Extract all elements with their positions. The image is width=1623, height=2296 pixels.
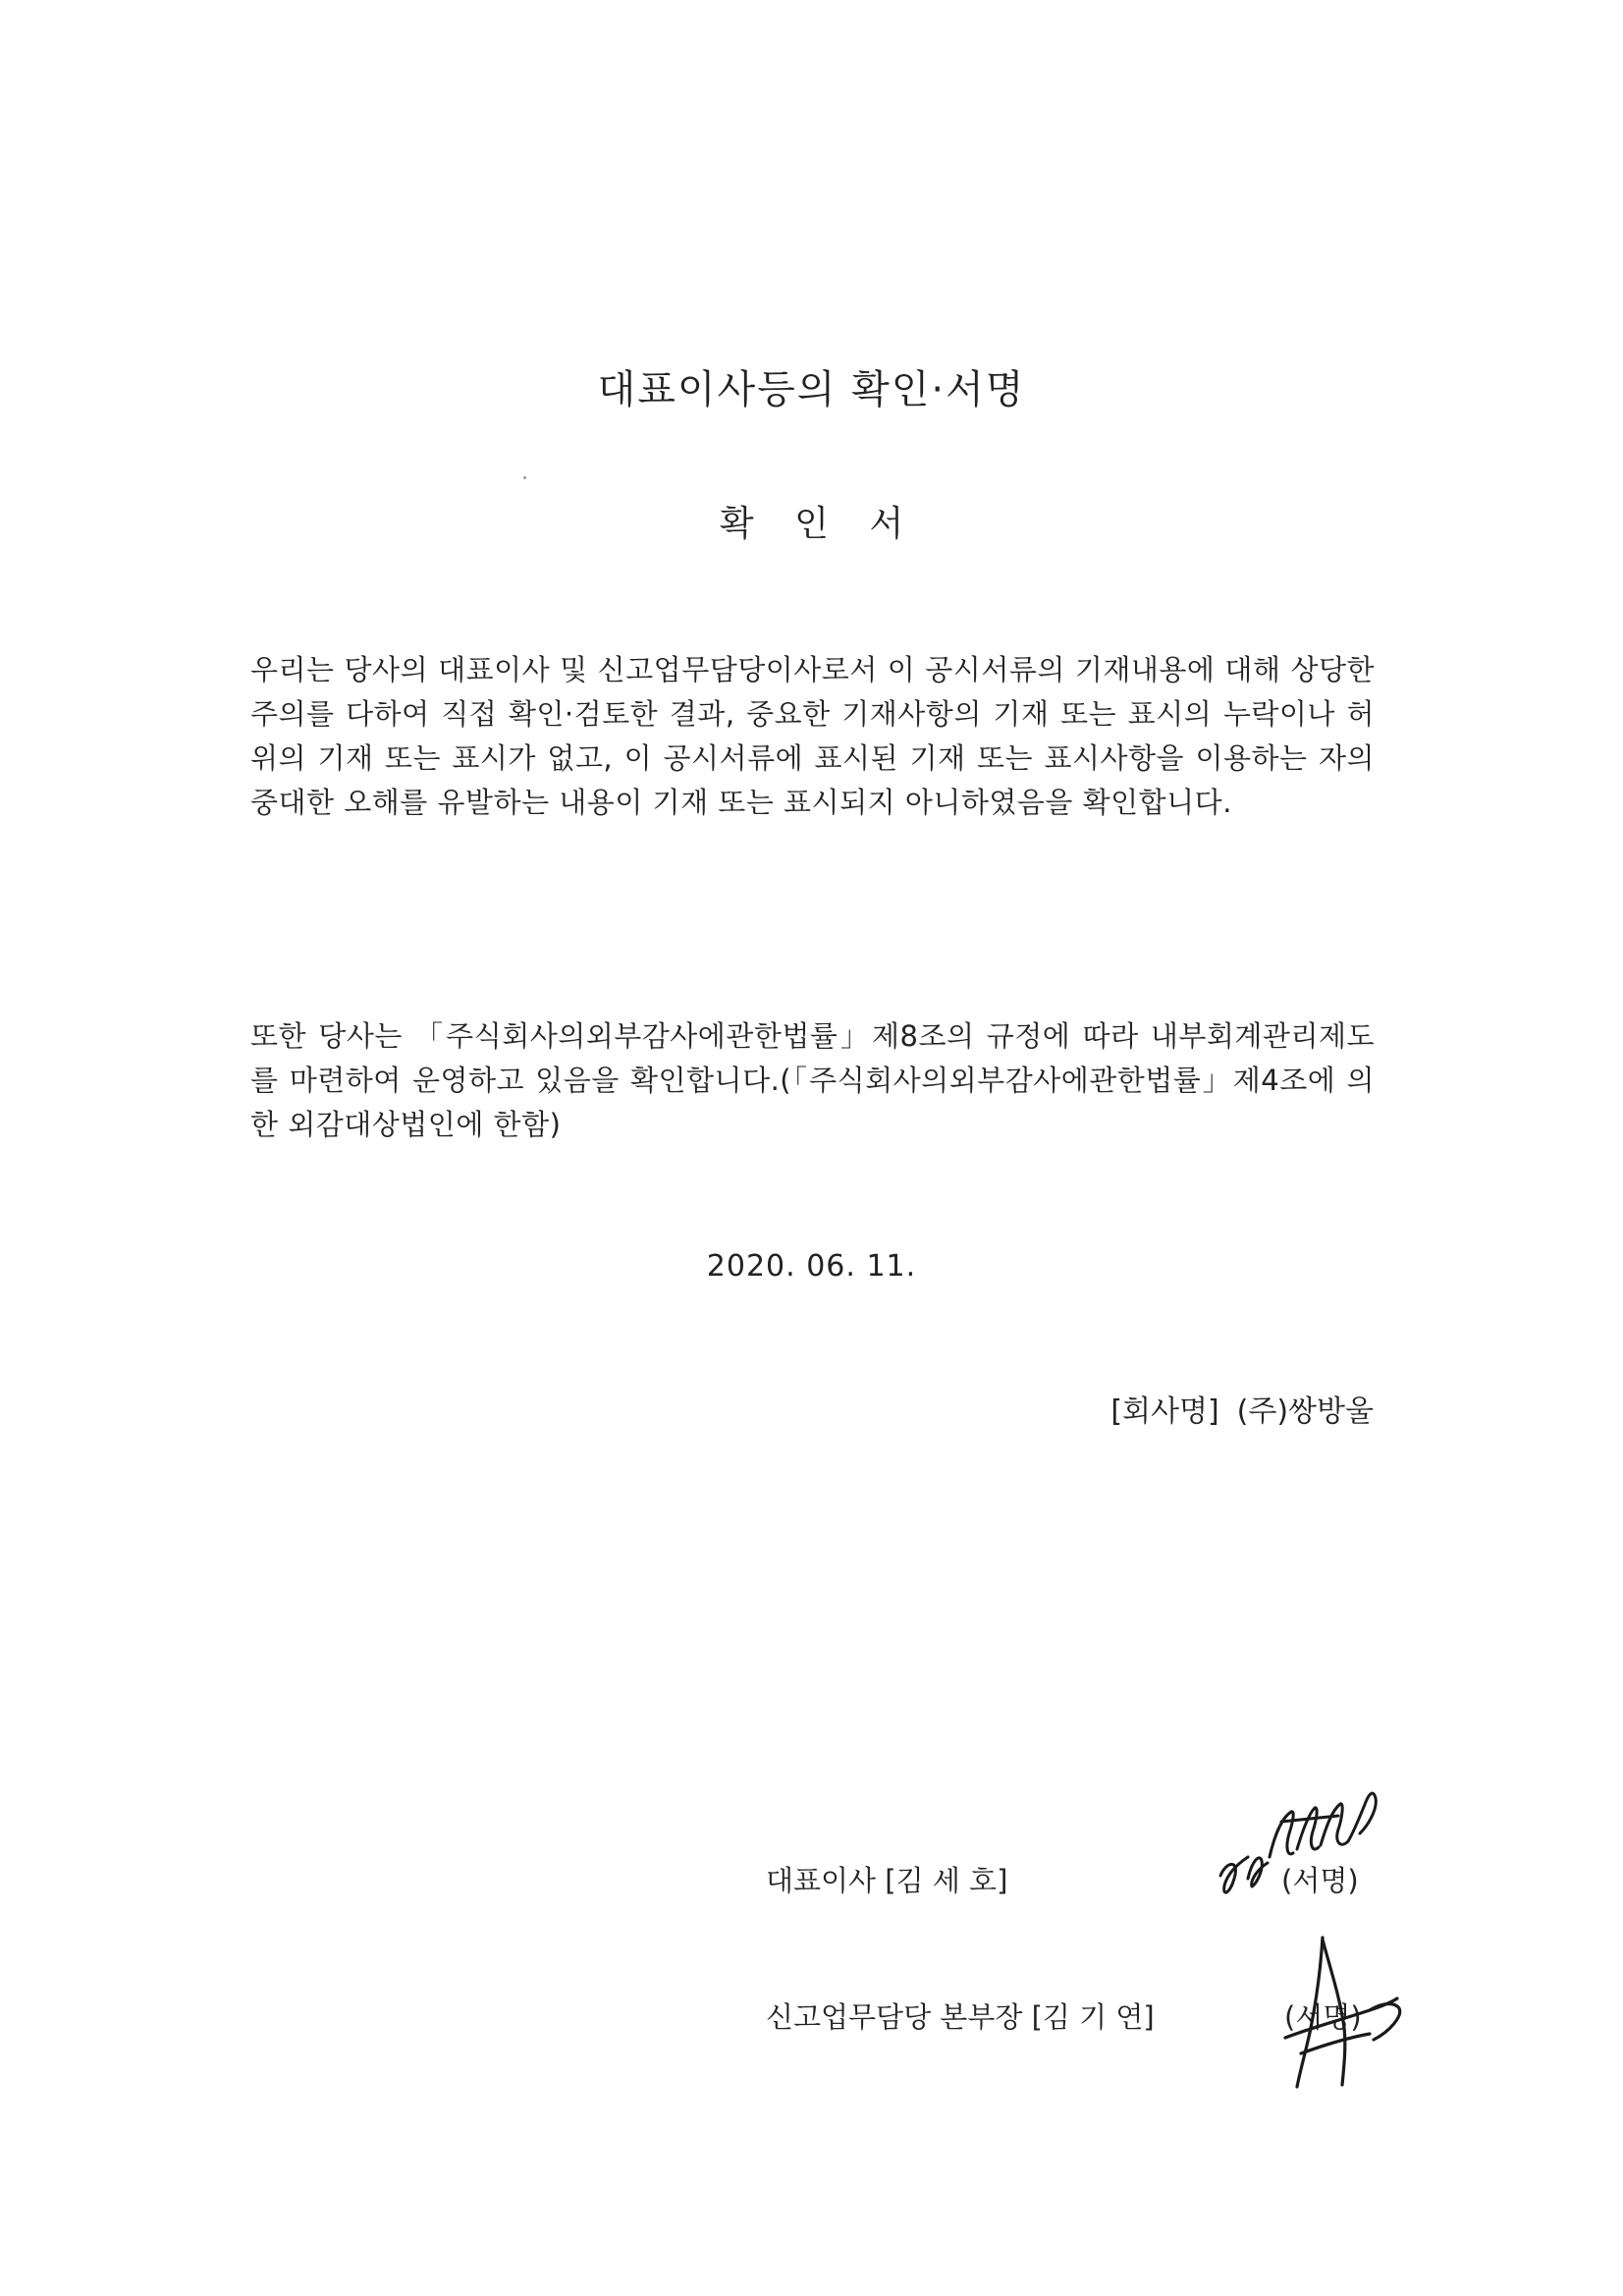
company-label: [회사명] — [1110, 1394, 1219, 1429]
document-date: 2020. 06. 11. — [706, 1249, 917, 1284]
ceo-signature — [1213, 1763, 1384, 1905]
ceo-name-line: 대표이사 [김 세 호] — [766, 1864, 1008, 1897]
company-name: (주)쌍방울 — [1236, 1394, 1374, 1429]
reporting-officer-name-line: 신고업무담당 본부장 [김 기 연] — [766, 2000, 1155, 2034]
internal-control-paragraph: 또한 당사는 「주식회사의외부감사에관한법률」제8조의 규정에 따라 내부회계관리제도를 마련하여 운영하고 있음을 확인합니다.(「주식회사의외부감사에관한법률」제4조에 의한 외감대상법인에 한함) — [250, 1019, 1375, 1141]
reporting-officer-sign-label: (서명) — [1284, 2000, 1362, 2034]
document-subtitle: 확 인 서 — [719, 504, 904, 544]
ceo-sign-label: (서명) — [1281, 1864, 1359, 1897]
reporting-officer-signature — [1271, 1930, 1409, 2092]
document-title: 대표이사등의 확인·서명 — [597, 367, 1026, 412]
scan-speck — [523, 476, 526, 479]
company-line — [1110, 1387, 1374, 1430]
confirmation-paragraph: 우리는 당사의 대표이사 및 신고업무담당이사로서 이 공시서류의 기재내용에 대해 상당한 주의를 다하여 직접 확인·검토한 결과, 중요한 기재사항의 기재 또는 표시의 누락이나 허위의 기재 또는 표시가 없고, 이 공시서류에 표시된 기재 또는 표시사항을 이용하는 자의 중대한 오해를 유발하는 내용이 기재 또는 표시되지 아니하였음을 확인합니다. — [250, 653, 1375, 819]
